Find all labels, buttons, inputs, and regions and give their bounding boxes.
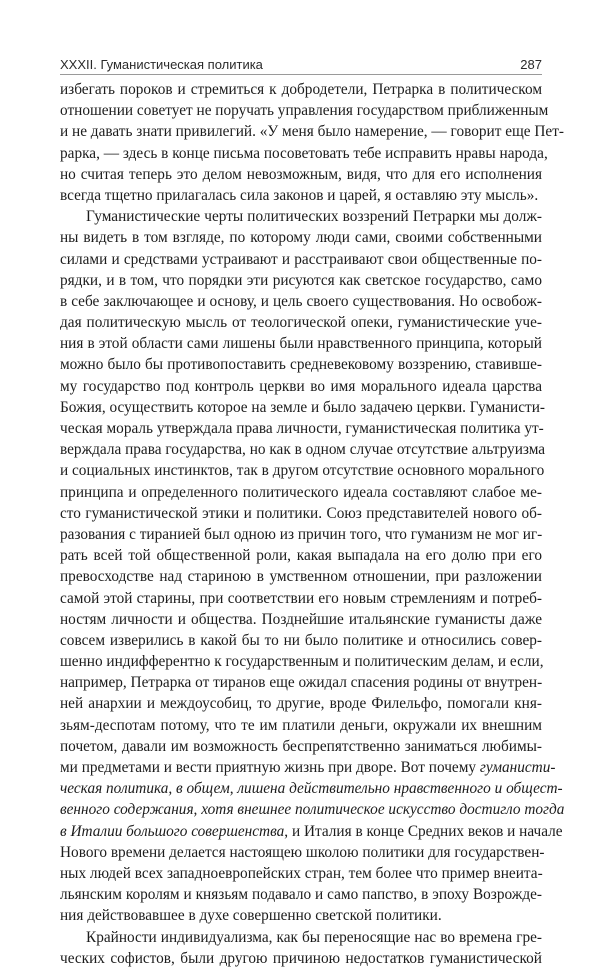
paragraph-3	[60, 927, 542, 969]
text-line: силами и средствами устраивают и расстраивают свои общественные по-	[60, 250, 542, 268]
text-segment: , и Италия в конце Средних веков и начале	[284, 822, 563, 840]
text-line: Нового времени делается настоящею школою политики для государствен-	[60, 843, 545, 861]
text-line: избегать пороков и стремиться к добродетели, Петрарка в политическом	[60, 81, 542, 98]
text-line: рать всей той общественной роли, какая выпадала на его долю при его	[60, 547, 542, 565]
text-line: шенно индифферентно к государственным и политическим делам, и если,	[60, 653, 544, 671]
text-line: ческих софистов, были другою причиною недостатков гуманистической	[60, 949, 542, 967]
text-line: ностям личности и общества. Позднейшие итальянские гуманисты даже	[60, 610, 542, 628]
italic-segment: гуманисти-	[479, 759, 556, 776]
text-line: му государство под контроль церкви во имя морального идеала царства	[60, 377, 542, 395]
text-line: совсем изверились в какой бы то ни было политике и относились совер-	[60, 631, 542, 649]
text-line: верждала права государства, но как в одном случае отсутствие альтруизма	[60, 441, 546, 459]
header-rule	[60, 74, 542, 75]
text-line: ны видеть в том взгляде, по которому люди сами, своими собственными	[60, 229, 542, 247]
text-line: льянским королям и князьям подавало и само папство, в эпоху Возрожде-	[60, 886, 542, 904]
text-line: и не давать знати привилегий. «У меня было намерение, — говорит еще Пет-	[60, 123, 564, 141]
text-line: Божия, осуществить которое на земле и было задачею церкви. Гуманисти-	[60, 398, 545, 416]
text-line: например, Петрарка от тиранов еще ожидал спасения родины от внутрен-	[60, 674, 543, 692]
text-line: и социальных инстинктов, так в другом отсутствие основного морального	[60, 462, 545, 480]
text-line	[60, 757, 556, 778]
text-line: ния действовавшее в духе совершенно светской политики.	[60, 907, 442, 925]
text-line: почетом, давали им возможность беспрепятственно заниматься любимы-	[60, 737, 542, 755]
text-line: ных людей всех западноевропейских стран, тем более что пример внеита-	[60, 864, 543, 882]
italic-text-line: венного содержания, хотя внешнее политическое искусство достигло тогда	[60, 801, 565, 819]
paragraph-2	[60, 206, 565, 926]
text-segment: ми предметами и вести приятную жизнь при дворе. Вот почему	[60, 759, 477, 776]
text-line: сто гуманистической этики и политики. Союз представителей нового об-	[60, 504, 542, 522]
text-line: Крайности индивидуализма, как бы переносящие нас во времена гре-	[86, 928, 542, 946]
text-line: рарка, — здесь в конце письма посоветовать тебе исправить нравы народа,	[60, 144, 548, 162]
text-line: Гуманистические черты политических воззрений Петрарки мы долж-	[86, 208, 542, 226]
text-line: всегда тщетно прилагалась сила законов и царей, я оставляю эту мысль».	[60, 186, 539, 204]
text-line: но считая теперь это делом невозможным, видя, что для его исполнения	[60, 165, 542, 183]
text-line: в себе заключающее и основу, и цель своего существования. Но освобож-	[60, 292, 542, 310]
page-body	[60, 79, 565, 969]
paragraph-1	[60, 79, 564, 206]
text-line: ния в этой области сами лишены были нравственного принципа, который	[60, 335, 542, 353]
text-line: можно было бы противопоставить средневековому воззрению, ставивше-	[60, 356, 542, 374]
text-line: зьям-деспотам потому, что те им платили деньги, окружали их внешним	[60, 716, 542, 734]
text-line: ческая мораль утверждала права личности, гуманистическая политика ут-	[60, 420, 544, 437]
italic-text-line: ческая политика, в общем, лишена действительно нравственного и общест-	[60, 780, 563, 798]
page-number: 287	[520, 57, 542, 72]
text-line: отношении советует не поручать управления государством приближенным	[60, 102, 549, 120]
text-line: самой этой старины, при соответствии его новым стремлениям и потреб-	[60, 589, 542, 607]
text-line: дая политическую мысль от теологической опеки, гуманистические уче-	[60, 314, 542, 332]
text-line: превосходстве над стариною в умственном отношении, при разложении	[60, 568, 542, 586]
text-line	[60, 821, 563, 842]
text-line: принципа и определенного политического идеала составляют слабое ме-	[60, 483, 542, 501]
running-header	[60, 52, 542, 72]
text-line: рядки, и в том, что порядки эти рисуются как светское государство, само	[60, 271, 542, 289]
text-line: разования с тиранией был одною из причин того, что гуманизм не мог иг-	[60, 525, 543, 543]
text-line: ней анархии и междоусобиц, то другие, вроде Филельфо, помогали кня-	[60, 695, 542, 713]
italic-segment: в Италии большого совершенства	[60, 822, 285, 840]
chapter-title: XXXII. Гуманистическая политика	[60, 57, 263, 72]
